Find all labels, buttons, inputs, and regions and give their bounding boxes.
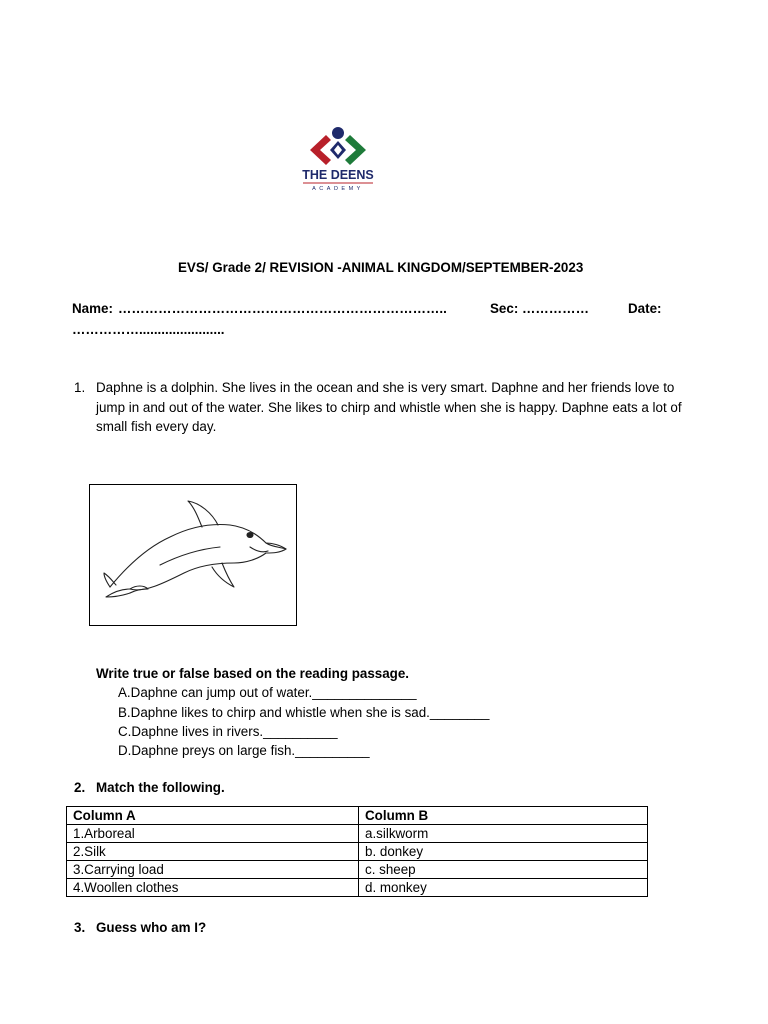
question-3-title: Guess who am I? xyxy=(96,920,207,935)
column-a-cell: 2.Silk xyxy=(67,843,359,861)
true-false-item-c: C.Daphne lives in rivers.__________ xyxy=(118,724,338,739)
true-false-item-a: A.Daphne can jump out of water.______________ xyxy=(118,685,417,700)
column-b-cell: d. monkey xyxy=(359,879,648,897)
table-row xyxy=(67,843,648,861)
column-b-header: Column B xyxy=(359,807,648,825)
column-b-cell: a.silkworm xyxy=(359,825,648,843)
logo-name: THE DEENS xyxy=(302,168,374,182)
column-a-cell: 1.Arboreal xyxy=(67,825,359,843)
table-header-row xyxy=(67,807,648,825)
table-row xyxy=(67,879,648,897)
dolphin-picture xyxy=(89,484,297,626)
question-1-passage: Daphne is a dolphin. She lives in the ocean and she is very smart. Daphne and her friends love to jump in and out of the water. She likes to chirp and whistle when she is happy. Daphne eats a lot of small fish every day. xyxy=(96,380,682,434)
column-a-cell: 3.Carrying load xyxy=(67,861,359,879)
true-false-instruction: Write true or false based on the reading passage. xyxy=(96,666,410,681)
question-2-title: Match the following. xyxy=(96,780,225,795)
table-row xyxy=(67,861,648,879)
column-a-cell: 4.Woollen clothes xyxy=(67,879,359,897)
date-label: Date: xyxy=(628,301,662,316)
question-1-number: 1. xyxy=(74,380,86,395)
name-label: Name: xyxy=(72,301,113,316)
column-b-cell: c. sheep xyxy=(359,861,648,879)
column-b-cell: b. donkey xyxy=(359,843,648,861)
logo-emblem-icon xyxy=(300,124,378,194)
true-false-item-b: B.Daphne likes to chirp and whistle when she is sad.________ xyxy=(118,705,490,720)
match-table xyxy=(66,806,648,897)
name-field[interactable]: ……………………………………………………………….. xyxy=(118,301,447,316)
logo-subtitle: ACADEMY xyxy=(312,186,364,192)
date-field[interactable]: ……………....................... xyxy=(72,322,225,337)
question-3-number: 3. xyxy=(74,920,86,935)
page-title: EVS/ Grade 2/ REVISION -ANIMAL KINGDOM/SEPTEMBER-2023 xyxy=(178,260,584,275)
dolphin-icon xyxy=(90,485,296,625)
question-2-number: 2. xyxy=(74,780,86,795)
school-logo xyxy=(300,124,378,194)
column-a-header: Column A xyxy=(67,807,359,825)
true-false-item-d: D.Daphne preys on large fish.__________ xyxy=(118,743,370,758)
sec-field[interactable]: …………… xyxy=(522,301,589,316)
table-row xyxy=(67,825,648,843)
sec-label: Sec: xyxy=(490,301,519,316)
